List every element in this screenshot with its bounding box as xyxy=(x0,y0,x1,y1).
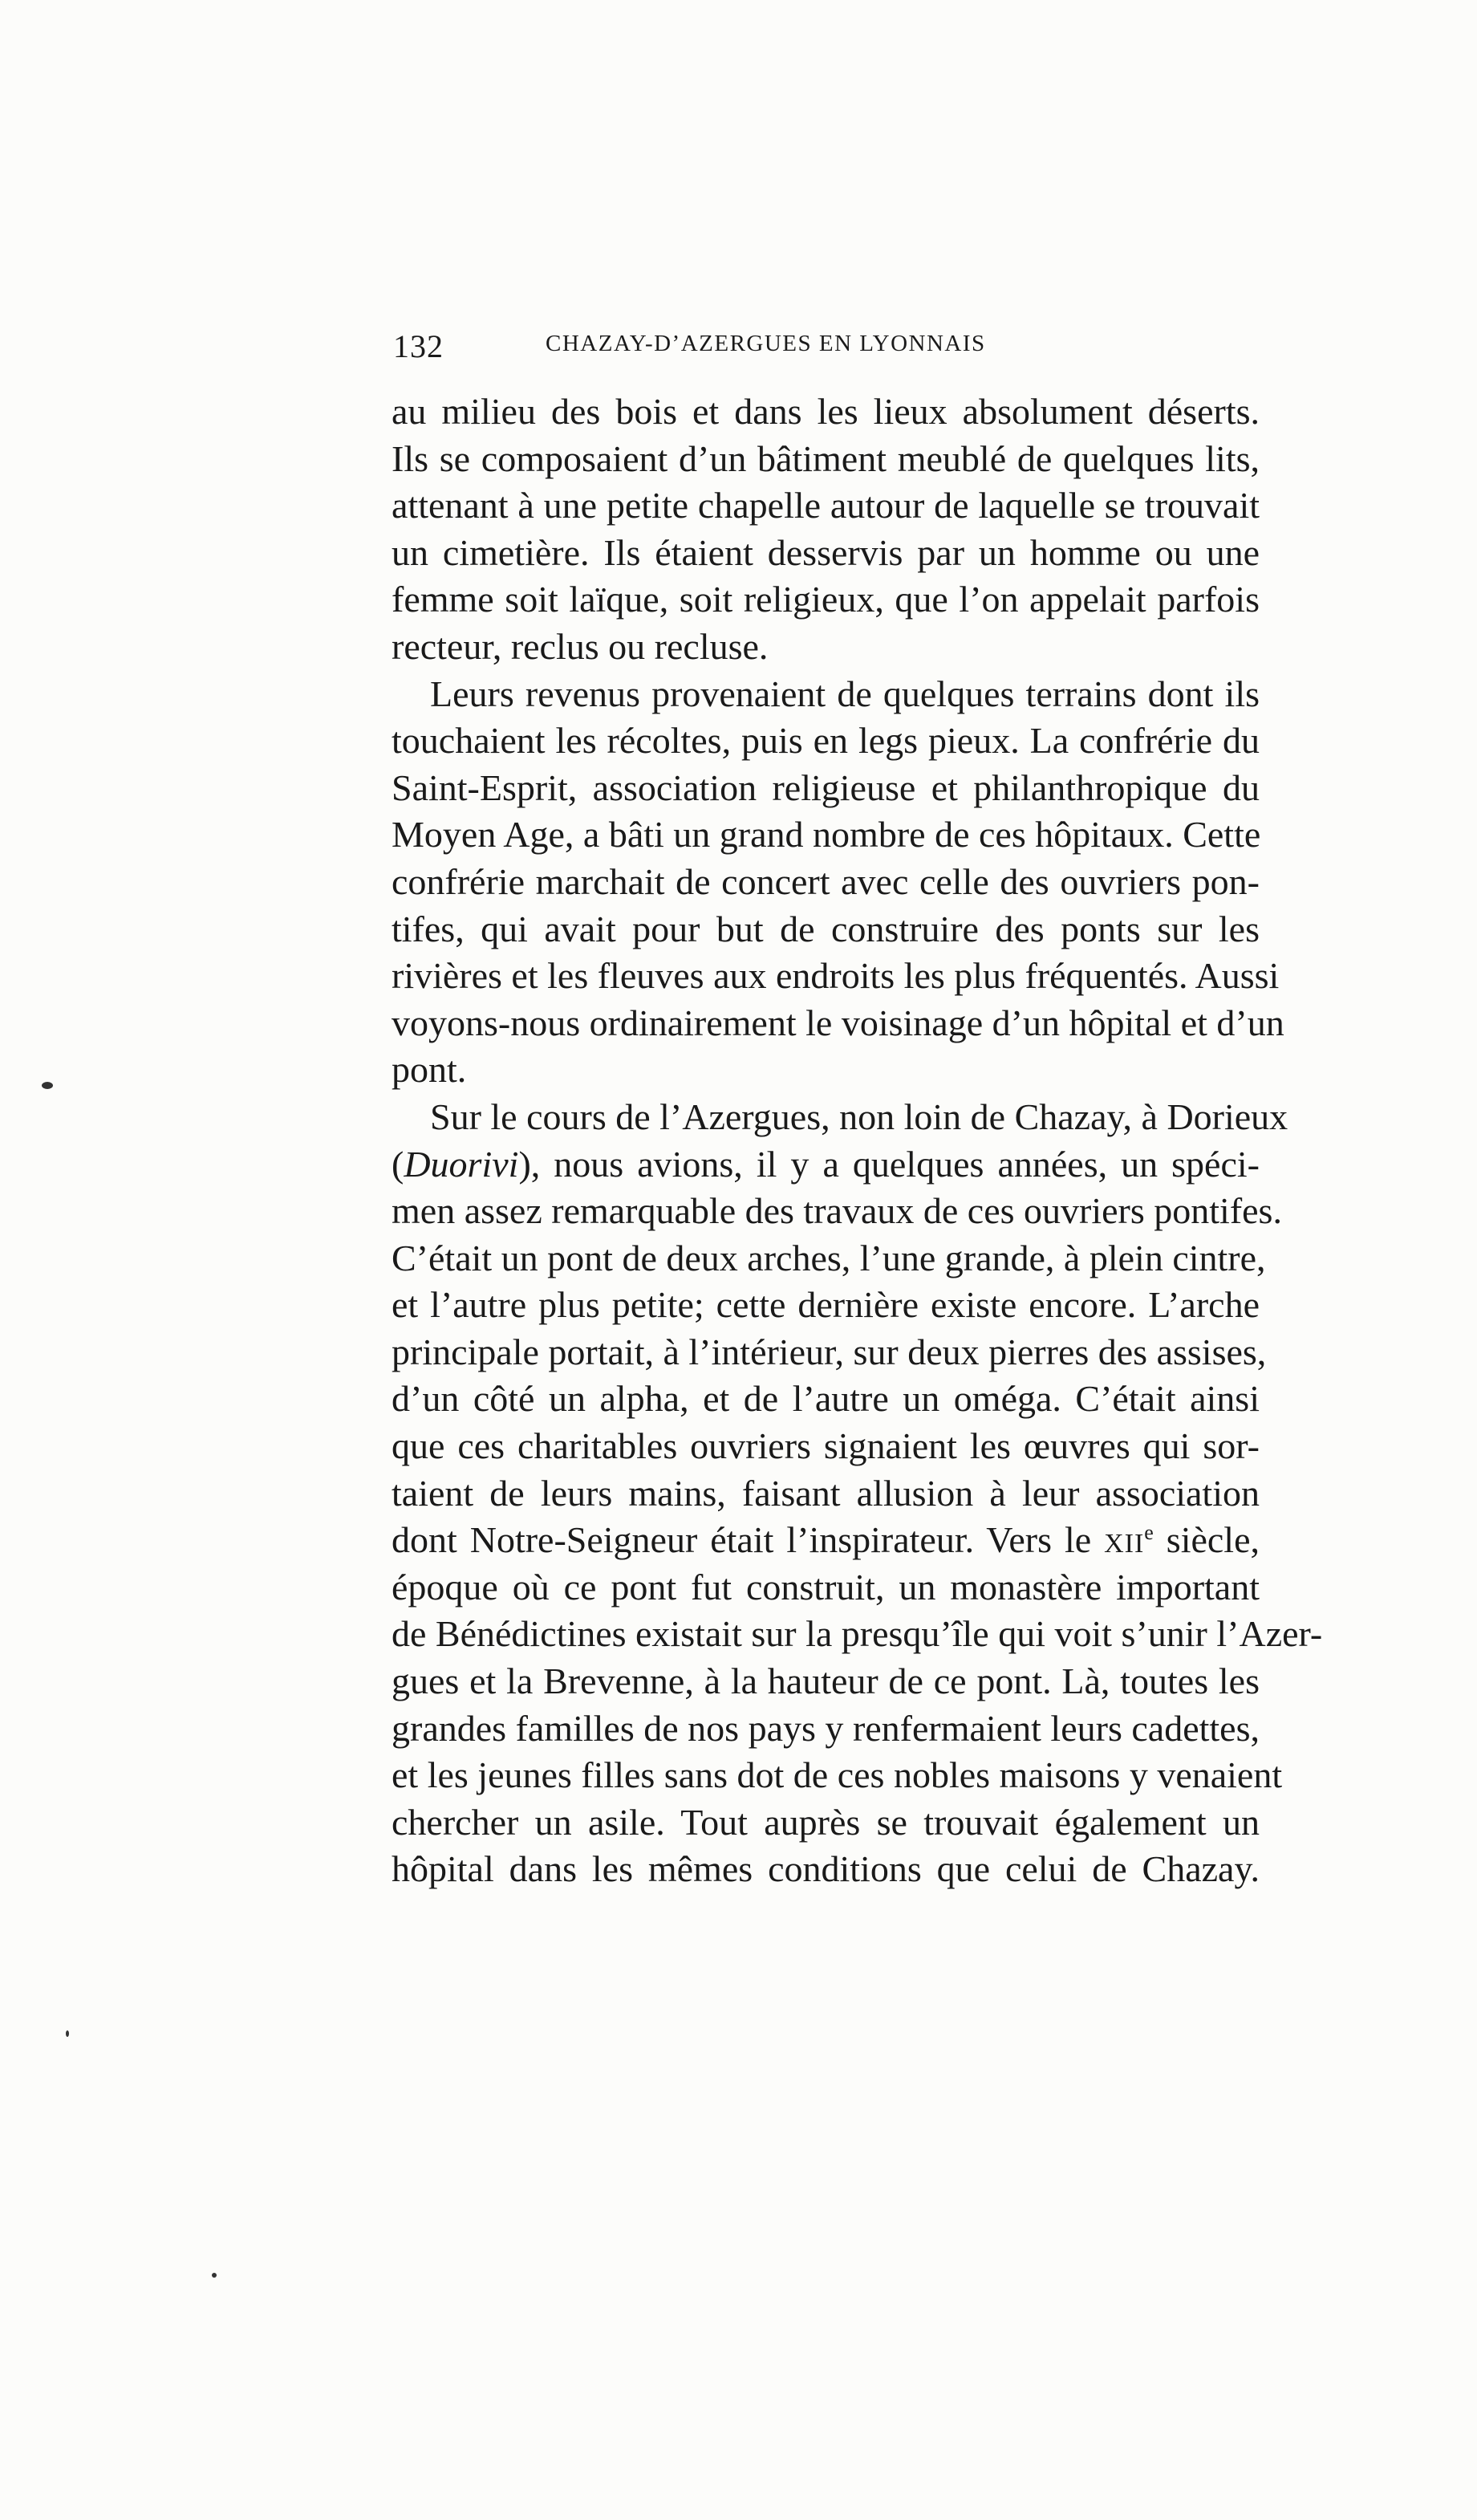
text-line: que ces charitables ouvriers signaient les œuvres qui sor- xyxy=(392,1425,1260,1467)
text-line: Leurs revenus provenaient de quelques terrains dont ils xyxy=(430,673,1260,714)
running-title: CHAZAY-D’AZERGUES EN LYONNAIS xyxy=(546,331,986,356)
text-line: confrérie marchait de concert avec celle des ouvriers pon- xyxy=(392,860,1260,902)
text-line: recteur, reclus ou recluse. xyxy=(392,625,769,667)
ink-speck xyxy=(66,2030,69,2037)
body-text xyxy=(392,388,1323,1893)
text-line: femme soit laïque, soit religieux, que l’on appelait parfois xyxy=(392,579,1260,620)
ink-speck xyxy=(212,2273,217,2278)
text-line: et l’autre plus petite; cette dernière existe encore. L’arche xyxy=(392,1284,1260,1326)
text-line: attenant à une petite chapelle autour de laquelle se trouvait xyxy=(392,485,1260,526)
text-line: tifes, qui avait pour but de construire des ponts sur les xyxy=(392,908,1260,949)
century-numeral: XII xyxy=(1104,1529,1145,1559)
text-run: ), nous avions, il y a quelques années, un spéci- xyxy=(518,1143,1260,1185)
text-line: C’était un pont de deux arches, l’une grande, à plein cintre, xyxy=(392,1237,1266,1278)
text-line: d’un côté un alpha, et de l’autre un oméga. C’était ainsi xyxy=(392,1378,1260,1420)
text-line: taient de leurs mains, faisant allusion à leur association xyxy=(392,1472,1260,1514)
text-run: dont Notre-Seigneur était l’inspirateur. Vers le xyxy=(392,1519,1105,1561)
text-line xyxy=(392,1141,1260,1189)
text-line: Sur le cours de l’Azergues, non loin de Chazay, à Dorieux xyxy=(430,1095,1288,1137)
text-line: et les jeunes filles sans dot de ces nobles maisons y venaient xyxy=(392,1754,1283,1796)
text-line: rivières et les fleuves aux endroits les plus fréquentés. Aussi xyxy=(392,955,1280,997)
text-line: men assez remarquable des travaux de ces ouvriers pontifes. xyxy=(392,1190,1282,1232)
text-line: un cimetière. Ils étaient desservis par un homme ou une xyxy=(392,531,1260,573)
text-line: touchaient les récoltes, puis en legs pieux. La confrérie du xyxy=(392,720,1260,762)
place-name-italic: Duorivi xyxy=(404,1143,519,1185)
text-run: siècle, xyxy=(1153,1519,1260,1561)
text-line xyxy=(392,1517,1260,1564)
page-header xyxy=(393,327,1075,376)
text-line: gues et la Brevenne, à la hauteur de ce pont. Là, toutes les xyxy=(392,1660,1260,1702)
text-line: pont. xyxy=(392,1049,467,1091)
text-line: voyons-nous ordinairement le voisinage d’un hôpital et d’un xyxy=(392,1002,1284,1043)
text-line: Ils se composaient d’un bâtiment meublé de quelques lits, xyxy=(392,437,1260,479)
text-line: époque où ce pont fut construit, un monastère important xyxy=(392,1566,1260,1608)
text-line: de Bénédictines existait sur la presqu’île qui voit s’unir l’Azer- xyxy=(392,1613,1323,1655)
ink-speck xyxy=(42,1082,53,1089)
text-line: hôpital dans les mêmes conditions que celui de Chazay. xyxy=(392,1848,1260,1890)
text-line: grandes familles de nos pays y renfermaient leurs cadettes, xyxy=(392,1707,1260,1749)
page-number: 132 xyxy=(393,328,444,364)
superscript-e: e xyxy=(1144,1521,1154,1545)
text-line: Moyen Age, a bâti un grand nombre de ces hôpitaux. Cette xyxy=(392,814,1261,856)
text-line: Saint-Esprit, association religieuse et philanthropique du xyxy=(392,766,1260,808)
text-line: au milieu des bois et dans les lieux absolument déserts. xyxy=(392,391,1260,432)
text-line: principale portait, à l’intérieur, sur deux pierres des assises, xyxy=(392,1331,1267,1372)
text-line: chercher un asile. Tout auprès se trouvait également un xyxy=(392,1801,1260,1843)
paren-open: ( xyxy=(392,1143,404,1185)
